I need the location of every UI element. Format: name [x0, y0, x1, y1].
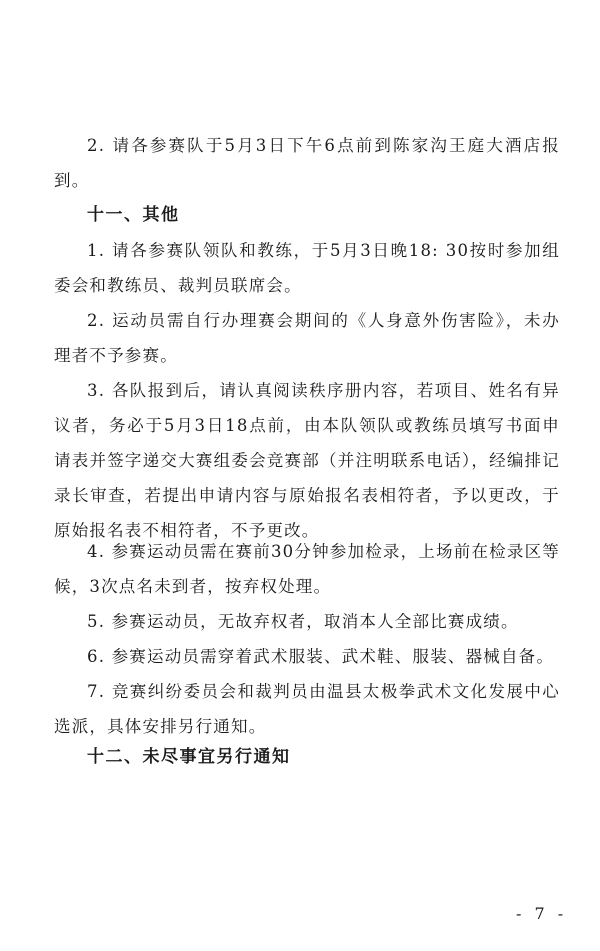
paragraph-registration: 2. 请各参赛队于5月3日下午6点前到陈家沟王庭大酒店报到。 [54, 136, 560, 190]
paragraph-other-item-7: 7. 竞赛纠纷委员会和裁判员由温县太极拳武术文化发展中心选派，具体安排另行通知。 [54, 682, 560, 736]
paragraph-other-item-4: 4. 参赛运动员需在赛前30分钟参加检录，上场前在检录区等候，3次点名未到者，按弃权处理。 [54, 542, 560, 596]
section-heading-other: 十一、其他 [87, 205, 180, 225]
paragraph-other-item-2: 2. 运动员需自行办理赛会期间的《人身意外伤害险》，未办理者不予参赛。 [54, 311, 560, 365]
section-heading-remaining-matters: 十二、未尽事宜另行通知 [87, 747, 291, 767]
paragraph-other-item-3: 3. 各队报到后，请认真阅读秩序册内容，若项目、姓名有异议者，务必于5月3日18点前，由本队领队或教练员填写书面申请表并签字递交大赛组委会竞赛部（并注明联系电话），经编排记录长审查，若提出申请内容与原始报名表相符者，予以更改，于原始报名表不相符者，不予更改。 [54, 381, 560, 540]
page-number: - 7 - [516, 904, 568, 923]
paragraph-other-item-6: 6. 参赛运动员需穿着武术服装、武术鞋、服装、器械自备。 [87, 647, 555, 666]
paragraph-other-item-1: 1. 请各参赛队领队和教练，于5月3日晚18: 30按时参加组委会和教练员、裁判员联席会。 [54, 241, 560, 295]
paragraph-other-item-5: 5. 参赛运动员，无故弃权者，取消本人全部比赛成绩。 [87, 612, 519, 631]
